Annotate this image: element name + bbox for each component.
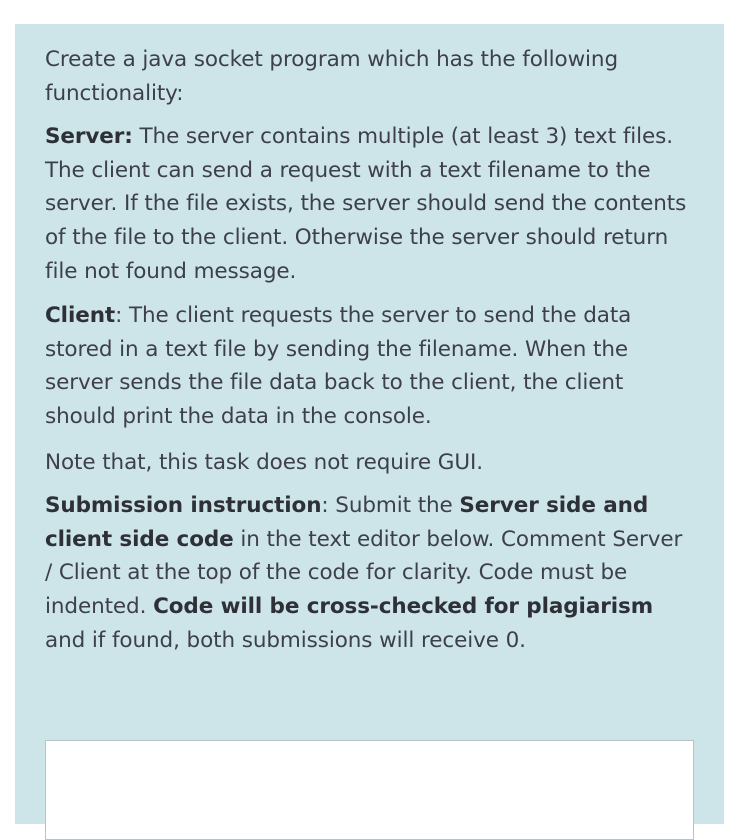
client-requirement xyxy=(45,299,695,433)
server-label: Server: xyxy=(45,124,133,150)
answer-text-editor[interactable] xyxy=(45,740,694,840)
question-panel xyxy=(15,24,724,824)
gui-note: Note that, this task does not require GUI. xyxy=(45,449,483,475)
submission-text-2: in the text editor below. Comment Server / Client at the top of the code for clarity. Code must be indented. xyxy=(45,526,683,619)
client-label: Client xyxy=(45,303,116,329)
submission-bold-1: Server side and client side code xyxy=(45,493,649,552)
server-requirement xyxy=(45,120,695,288)
submission-label: Submission instruction xyxy=(45,493,322,519)
question-intro: Create a java socket program which has the following functionality: xyxy=(45,47,619,106)
submission-text-1: : Submit the xyxy=(321,493,460,519)
server-text: The server contains multiple (at least 3) text files. The client can send a request with a text filename to the server. If the file exists, the server should send the contents of the file to the client. Otherwise the server should return file not found message. xyxy=(45,124,687,284)
submission-text-3: and if found, both submissions will receive 0. xyxy=(45,627,526,653)
plagiarism-warning: Code will be cross-checked for plagiarism xyxy=(153,593,654,619)
client-text: : The client requests the server to send the data stored in a text file by sending the filename. When the server sends the file data back to the client, the client should print the data in the console. xyxy=(45,303,632,429)
submission-instruction xyxy=(45,489,695,657)
